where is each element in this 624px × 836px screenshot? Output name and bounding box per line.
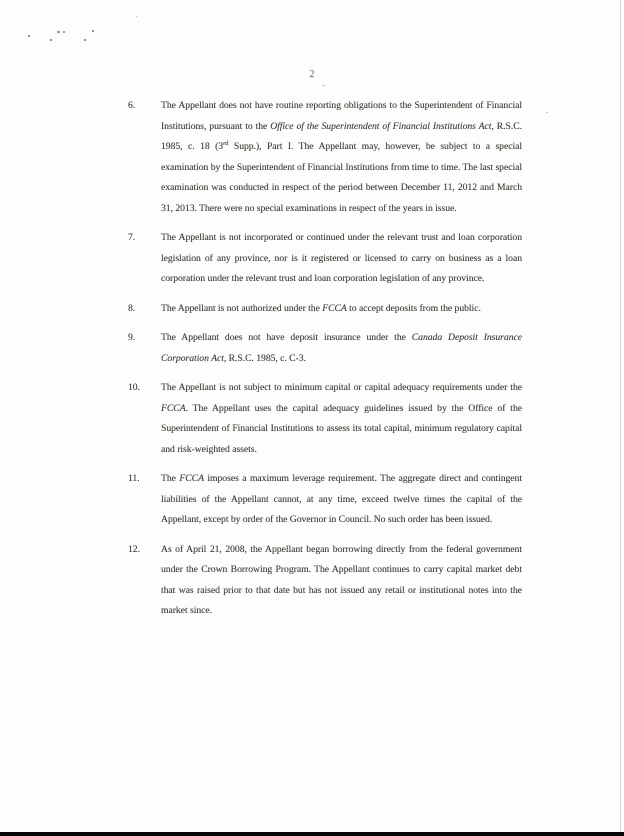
paragraph-text-segment: rd — [223, 139, 229, 147]
paragraph-number: 8. — [128, 302, 136, 314]
paragraph-text-segment: The Appellant is not incorporated or continued under the relevant trust and loan corporation legislation of any province, nor is it registered or licensed to carry on business as a loan corporation under the relevant trust and loan corporation legislation of any province. — [161, 232, 522, 284]
paragraph-text-segment: , R.S.C. 1985, c. C-3. — [223, 352, 306, 364]
numbered-paragraph — [128, 228, 522, 290]
paragraph-text-segment: The — [161, 473, 180, 484]
paragraph-text-segment: . The Appellant uses the capital adequacy guidelines issued by the Office of the Superintendent of Financial Institutions to assess its total capital, minimum regulatory capital and risk-weighted assets. — [161, 402, 522, 455]
cited-statute-title: Canada Deposit Insurance Corporation Act — [161, 332, 522, 364]
scan-speck — [57, 31, 60, 33]
paragraph-number: 11. — [128, 473, 140, 484]
paragraph-text-segment: The Appellant does not have routine reporting obligations to the Superintendent of Financial Institutions, pursuant to the — [161, 100, 522, 132]
scan-speck — [84, 39, 86, 41]
scan-speck — [28, 35, 30, 37]
scan-speck — [322, 85, 325, 86]
numbered-paragraph — [128, 96, 522, 219]
paragraph-text — [161, 469, 522, 531]
paragraph-number: 7. — [128, 232, 136, 243]
numbered-paragraph — [128, 540, 522, 622]
scan-speck — [92, 30, 94, 32]
scan-bottom-bar-artifact — [0, 832, 624, 836]
paragraph-text-segment: The Appellant is not authorized under the — [161, 302, 323, 314]
paragraph-text-segment: imposes a maximum leverage requirement. The aggregate direct and contingent liabilities of the Appellant cannot, at any time, exceed twelve times the capital of the Appellant, except by order of the Governor in Council. No such order has been issued. — [161, 473, 522, 525]
paragraph-text-segment: to accept deposits from the public. — [346, 302, 481, 314]
paragraph-text — [161, 378, 522, 460]
numbered-paragraph — [128, 328, 522, 369]
scan-edge-artifact — [620, 0, 621, 836]
paragraph-text — [161, 540, 522, 622]
scan-speck — [136, 16, 137, 17]
document-body — [128, 96, 522, 631]
paragraph-number: 9. — [128, 332, 136, 343]
paragraph-text-segment: , R.S.C. 1985, c. 18 (3 — [161, 120, 522, 152]
paragraph-text-segment: Supp.), Part I. The Appellant may, however, be subject to a special examination by the Superintendent of Financial Institutions from time to time. The last special examination was conducted in respect of the period between December 11, 2012 and March 31, 2013. There were no special examinations in respect of the years in issue. — [161, 141, 523, 214]
cited-statute-title: FCCA — [322, 302, 347, 314]
paragraph-number: 6. — [128, 100, 136, 111]
cited-statute-title: FCCA — [179, 473, 204, 484]
numbered-paragraph — [128, 469, 522, 531]
cited-statute-title: Office of the Superintendent of Financial Institutions Act — [270, 120, 492, 132]
numbered-paragraph — [128, 299, 522, 320]
numbered-paragraph — [128, 378, 522, 460]
paragraph-text-segment: The Appellant does not have deposit insurance under the — [161, 332, 412, 343]
paragraph-number: 10. — [128, 382, 140, 393]
paragraph-text — [161, 328, 522, 369]
paragraph-text-segment: As of April 21, 2008, the Appellant began borrowing directly from the federal government under the Crown Borrowing Program. The Appellant continues to carry capital market debt that was raised prior to that date but has not issued any retail or institutional notes into the market since. — [161, 543, 522, 616]
paragraph-text — [161, 228, 522, 290]
paragraph-text — [161, 299, 522, 320]
page-number: 2 — [309, 69, 315, 80]
scan-speck — [63, 31, 65, 33]
paragraph-text-segment: The Appellant is not subject to minimum capital or capital adequacy requirements under the — [161, 382, 522, 393]
scan-speck — [50, 39, 52, 41]
scan-speck — [546, 112, 548, 113]
paragraph-number: 12. — [128, 543, 140, 555]
paragraph-text — [161, 96, 522, 219]
cited-statute-title: FCCA — [161, 402, 186, 414]
